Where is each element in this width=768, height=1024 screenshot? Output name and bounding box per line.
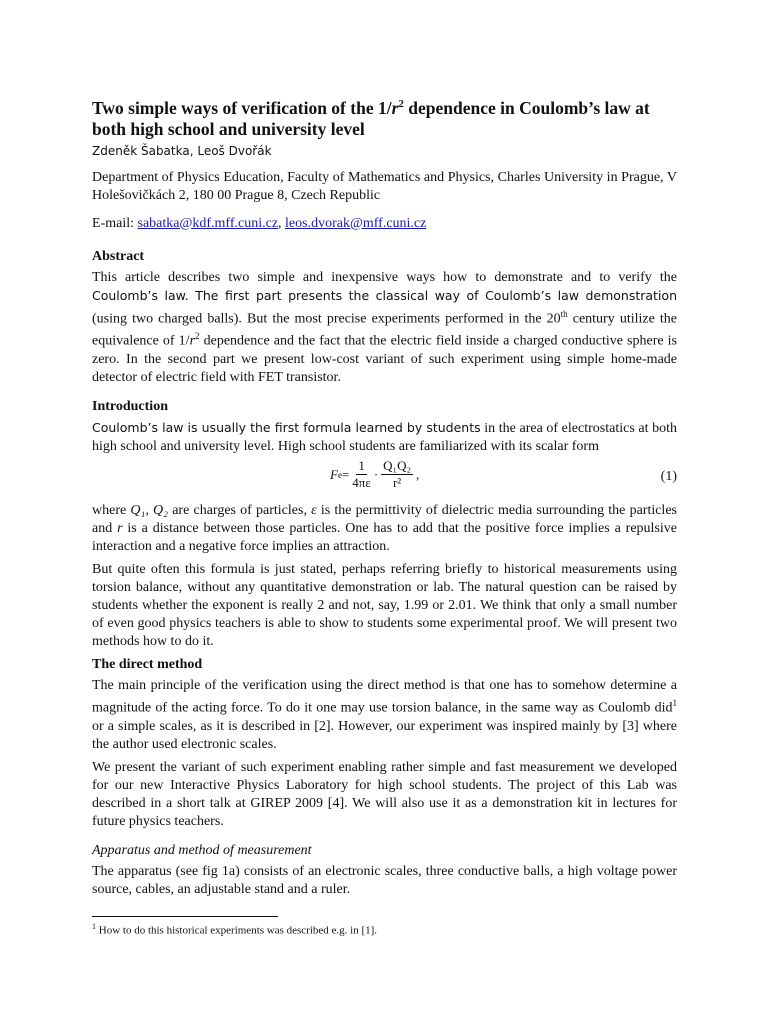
abstract-s4: century utilize the equivalence of 1/ [92, 311, 677, 350]
footnote-ref-1: 1 [672, 698, 677, 709]
abstract-text [92, 269, 677, 386]
email-line [92, 215, 677, 233]
footnote-text: How to do this historical experiments was described e.g. in [1]. [96, 924, 378, 937]
apparatus-heading: Apparatus and method of measurement [92, 843, 312, 859]
coulomb-formula [330, 458, 419, 491]
intro-p2-c: is the permittivity of dielectric media surrounding the particles and [92, 503, 677, 536]
equation-1 [92, 458, 677, 498]
abstract-s2: Coulomb’s law. The first part presents the classical way of Coulomb’s law demonstration [92, 288, 677, 304]
abstract-s5: dependence and the fact that the electric field inside a charged conductive sphere is zero. In the second part we present low-cost variant of such experiment using simple home-made detector of electric field with FET transistor. [92, 334, 678, 385]
introduction-p2 [92, 502, 677, 555]
footnote-mark: 1 [92, 922, 96, 931]
direct-method-heading: The direct method [92, 657, 203, 673]
eq-force-sub: e [337, 469, 342, 480]
introduction-p3: But quite often this formula is just stated, perhaps referring briefly to historical measurements using torsion balance, without any quantitative demonstration or lab. The natural question can be raised by students whether the exponent is really 2 and not, say, 1.99 or 2.01. We think that only a small number of even good physics teachers is able to show to students some experimental proof. We will present two methods how to do it. [92, 562, 677, 649]
intro-p2-b: are charges of particles, [168, 503, 312, 519]
eq-fraction-charges [381, 458, 413, 491]
eq-frac2-denominator: r² [392, 475, 402, 491]
eq-fraction-constant [352, 458, 371, 491]
direct-method-p2: We present the variant of such experiment enabling rather simple and fast measurement we developed for our new Interactive Physics Laboratory for high school students. The project of this Lab was described in a short talk at GIREP 2009 [4]. We will also use it as a demonstration kit in lectures for future physics teachers. [92, 760, 677, 829]
title-text-end: dependence in Coulomb’s law at both high school and university level [92, 98, 650, 139]
eq-frac1-numerator: 1 [358, 458, 365, 474]
eq-comma: , [416, 466, 420, 482]
eq-dot: · [373, 466, 379, 482]
paper-title [92, 98, 677, 140]
eq-equals: = [341, 466, 350, 482]
footnote-divider [92, 916, 278, 917]
abstract-s1: This article describes two simple and inexpensive ways how to demonstrate and to verify the [92, 270, 677, 286]
abstract-exp-sup: 2 [195, 331, 200, 342]
eq-frac2-numerator: Q₁Q₂ [383, 458, 412, 474]
direct-p1-b: or a simple scales, as it is described in [2]. However, our experiment was inspired mainly by [3] where the author used electronic scales. [92, 718, 677, 752]
email-separator: , [278, 215, 286, 231]
title-r-symbol: r [391, 98, 399, 118]
title-exponent: 2 [398, 98, 404, 111]
equation-number: (1) [660, 469, 677, 485]
direct-p1-a: The main principle of the verification using the direct method is that one has to somehow determine a magnitude of the acting force. To do it one may use torsion balance, in the same way as Coulomb did [92, 678, 677, 716]
affiliation: Department of Physics Education, Faculty of Mathematics and Physics, Charles University in Prague, V Holešovičkách 2, 180 00 Prague 8, Czech Republic [92, 170, 677, 203]
title-text-start: Two simple ways of verification of the 1/ [92, 98, 392, 118]
abstract-r-symbol: r [189, 334, 196, 350]
intro-p2-d: is a distance between those particles. One has to add that the positive force implies a repulsive interaction and a negative force implies an attraction. [92, 520, 677, 554]
apparatus-p1: The apparatus (see fig 1a) consists of an electronic scales, three conductive balls, a high voltage power source, cables, an adjustable stand and a ruler. [92, 864, 677, 898]
email-link-dvorak[interactable]: leos.dvorak@mff.cuni.cz [285, 215, 427, 231]
intro-epsilon-symbol: ε [311, 503, 317, 519]
email-link-sabatka[interactable]: sabatka@kdf.mff.cuni.cz [137, 215, 279, 231]
eq-frac1-denominator: 4πε [352, 475, 371, 491]
authors: Zdeněk Šabatka, Leoš Dvořák [92, 144, 272, 158]
intro-p1-b: in the area of electrostatics at both high school and university level. High school students are familiarized with its scalar form [92, 421, 677, 455]
footnote-1 [92, 922, 377, 937]
eq-force-symbol: F [330, 466, 338, 482]
abstract-s3: (using two charged balls). But the most precise experiments performed in the 20 [92, 311, 561, 327]
email-label: E-mail: [92, 215, 138, 231]
intro-p2-a: where [92, 503, 131, 519]
paper-page [92, 98, 677, 899]
intro-charges-symbols: Q₁, Q₂ [130, 503, 169, 519]
abstract-th-sup: th [560, 308, 568, 319]
direct-method-p1 [92, 677, 677, 753]
introduction-p1 [92, 419, 677, 456]
abstract-heading: Abstract [92, 249, 145, 265]
introduction-heading: Introduction [92, 399, 168, 415]
intro-r-symbol: r [117, 520, 123, 536]
intro-p1-a: Coulomb’s law is usually the first formula learned by students [92, 420, 481, 436]
